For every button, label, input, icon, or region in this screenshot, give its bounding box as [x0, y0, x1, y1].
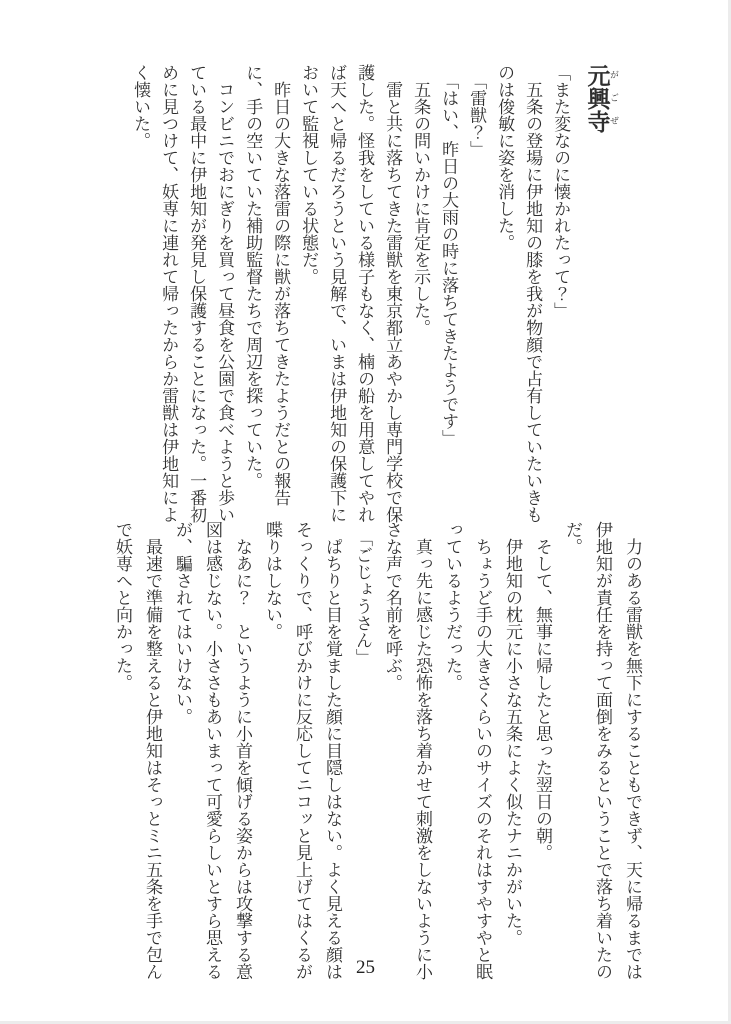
text-line: が、騙されてはいけない。 — [173, 521, 192, 725]
text-line: 「また変なのに懐かれたって？」 — [551, 64, 571, 319]
text-line: ぱちりと目を覚ました顔に目隠しはない。よく見える顔は — [323, 521, 342, 980]
text-line: に、手の空いていた補助監督たちで周辺を探っていた。 — [243, 64, 263, 489]
chapter-title-furigana: がごぜ — [609, 64, 619, 133]
text-line: コンビニでおにぎりを買って昼食を公園で食べようと歩い — [215, 64, 235, 523]
text-line: そして、無事に帰したと思った翌日の朝。 — [533, 521, 552, 861]
text-line: ている最中に伊地知が発見し保護することになった。一番初 — [187, 64, 207, 523]
text-line: そっくりで、呼びかけに反応してニコッと見上げてはくるが — [293, 521, 312, 980]
text-line: 昨日の大きな落雷の際に獣が落ちてきたようだとの報告 — [271, 64, 291, 506]
text-line: 伊地知の枕元に小さな五条によく似たナニかがいた。 — [503, 521, 522, 946]
text-line: めに見つけて、妖専に連れて帰ったからか雷獣は伊地知によ — [159, 64, 179, 523]
page-number: 25 — [356, 957, 375, 978]
text-line: 力のある雷獣を無下にすることもできず、天に帰るまでは — [623, 521, 642, 980]
text-line: おいて監視している状態だ。 — [299, 64, 319, 285]
text-line: で妖専へと向かった。 — [113, 521, 132, 691]
text-line: く懐いた。 — [131, 64, 151, 149]
story-text-upper — [121, 64, 619, 534]
text-line: 五条の登場に伊地知の膝を我が物顔で占有していたいきも — [523, 64, 543, 523]
chapter-title-text: 元興寺 — [584, 64, 610, 133]
text-line: 「ごじょうさん」 — [353, 521, 372, 666]
text-line: ば天へと帰るだろうという見解で、いまは伊地知の保護下に — [327, 64, 347, 523]
text-line: ちょうど手の大きさくらいのサイズのそれはすやすやと眠 — [473, 521, 492, 980]
text-line: 図は感じない。小ささもあいまって可愛らしいとすら思える — [203, 521, 222, 980]
story-text-lower — [101, 521, 641, 991]
text-line: 護した。怪我をしている様子もなく、楠の船を用意してやれ — [355, 64, 375, 523]
text-line: 伊地知が責任を持って面倒をみるということで落ち着いたの — [593, 521, 612, 980]
text-line: のは俊敏に姿を消した。 — [495, 64, 515, 251]
text-line: 喋りはしない。 — [263, 521, 282, 640]
text-line: 最速で準備を整えると伊地知はそっとミニ五条を手で包ん — [143, 521, 162, 980]
chapter-title-ruby — [584, 64, 619, 133]
text-line: 雷と共に落ちてきた雷獣を東京都立あやかし専門学校で保 — [383, 64, 403, 523]
text-line: 「はい、昨日の大雨の時に落ちてきたようです」 — [439, 64, 459, 447]
text-line: 「雷獣？」 — [467, 64, 487, 158]
text-line: なあに？ というように小首を傾げる姿からは攻撃する意 — [233, 521, 252, 980]
text-line: っているようだった。 — [443, 521, 462, 691]
text-line: 真っ先に感じた恐怖を落ち着かせて刺激をしないように小 — [413, 521, 432, 980]
text-line: 五条の問いかけに肯定を示した。 — [411, 64, 431, 336]
text-line: さな声で名前を呼ぶ。 — [383, 521, 402, 691]
text-line: だ。 — [563, 521, 582, 555]
chapter-title — [583, 64, 619, 534]
